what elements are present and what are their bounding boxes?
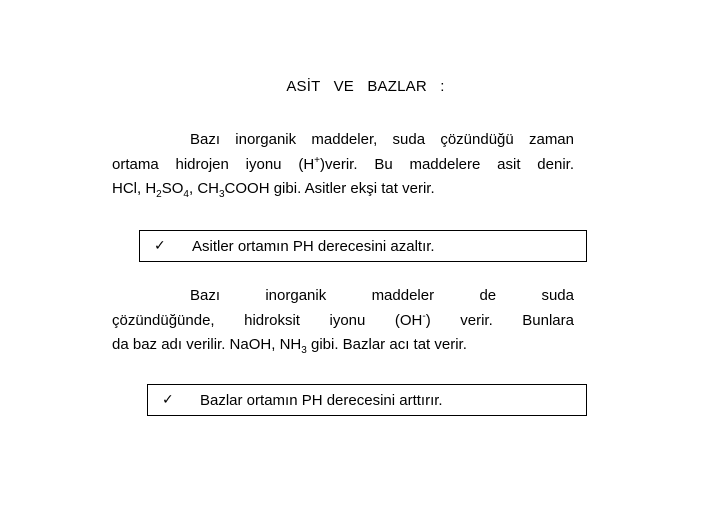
checkmark-icon: ✓ [154, 238, 166, 254]
hydroxide-charge: - [422, 310, 426, 322]
base-note-text: Bazlar ortamın PH derecesini arttırır. [200, 391, 443, 409]
acid-line-2: ortama hidrojen iyonu (H+)verir. Bu maddelere asit denir. [112, 154, 574, 173]
acid-line-1: Bazı inorganik maddeler, suda çözündüğü zaman [190, 131, 574, 148]
hydrogen-charge: + [314, 154, 321, 166]
base-note-box [147, 384, 587, 416]
acid-line-3: HCl, $H_2SO_4$, $CH_3COOH$ gibi. Asitler ekşi tat verir. [112, 180, 435, 200]
base-line-2: çözündüğünde, hidroksit iyonu (OH-) verir. Bunlara [112, 310, 574, 329]
base-paragraph [112, 284, 574, 358]
acid-paragraph [112, 128, 574, 202]
checkmark-icon: ✓ [162, 392, 174, 408]
acid-note-text: Asitler ortamın PH derecesini azaltır. [192, 237, 435, 255]
base-line-1: Bazı inorganik maddeler de suda [190, 287, 574, 304]
acid-note-box [139, 230, 587, 262]
page-title: ASİT VE BAZLAR : [286, 78, 445, 95]
base-line-3: da baz adı verilir. NaOH, $NH_3$ gibi. Bazlar acı tat verir. [112, 336, 467, 356]
